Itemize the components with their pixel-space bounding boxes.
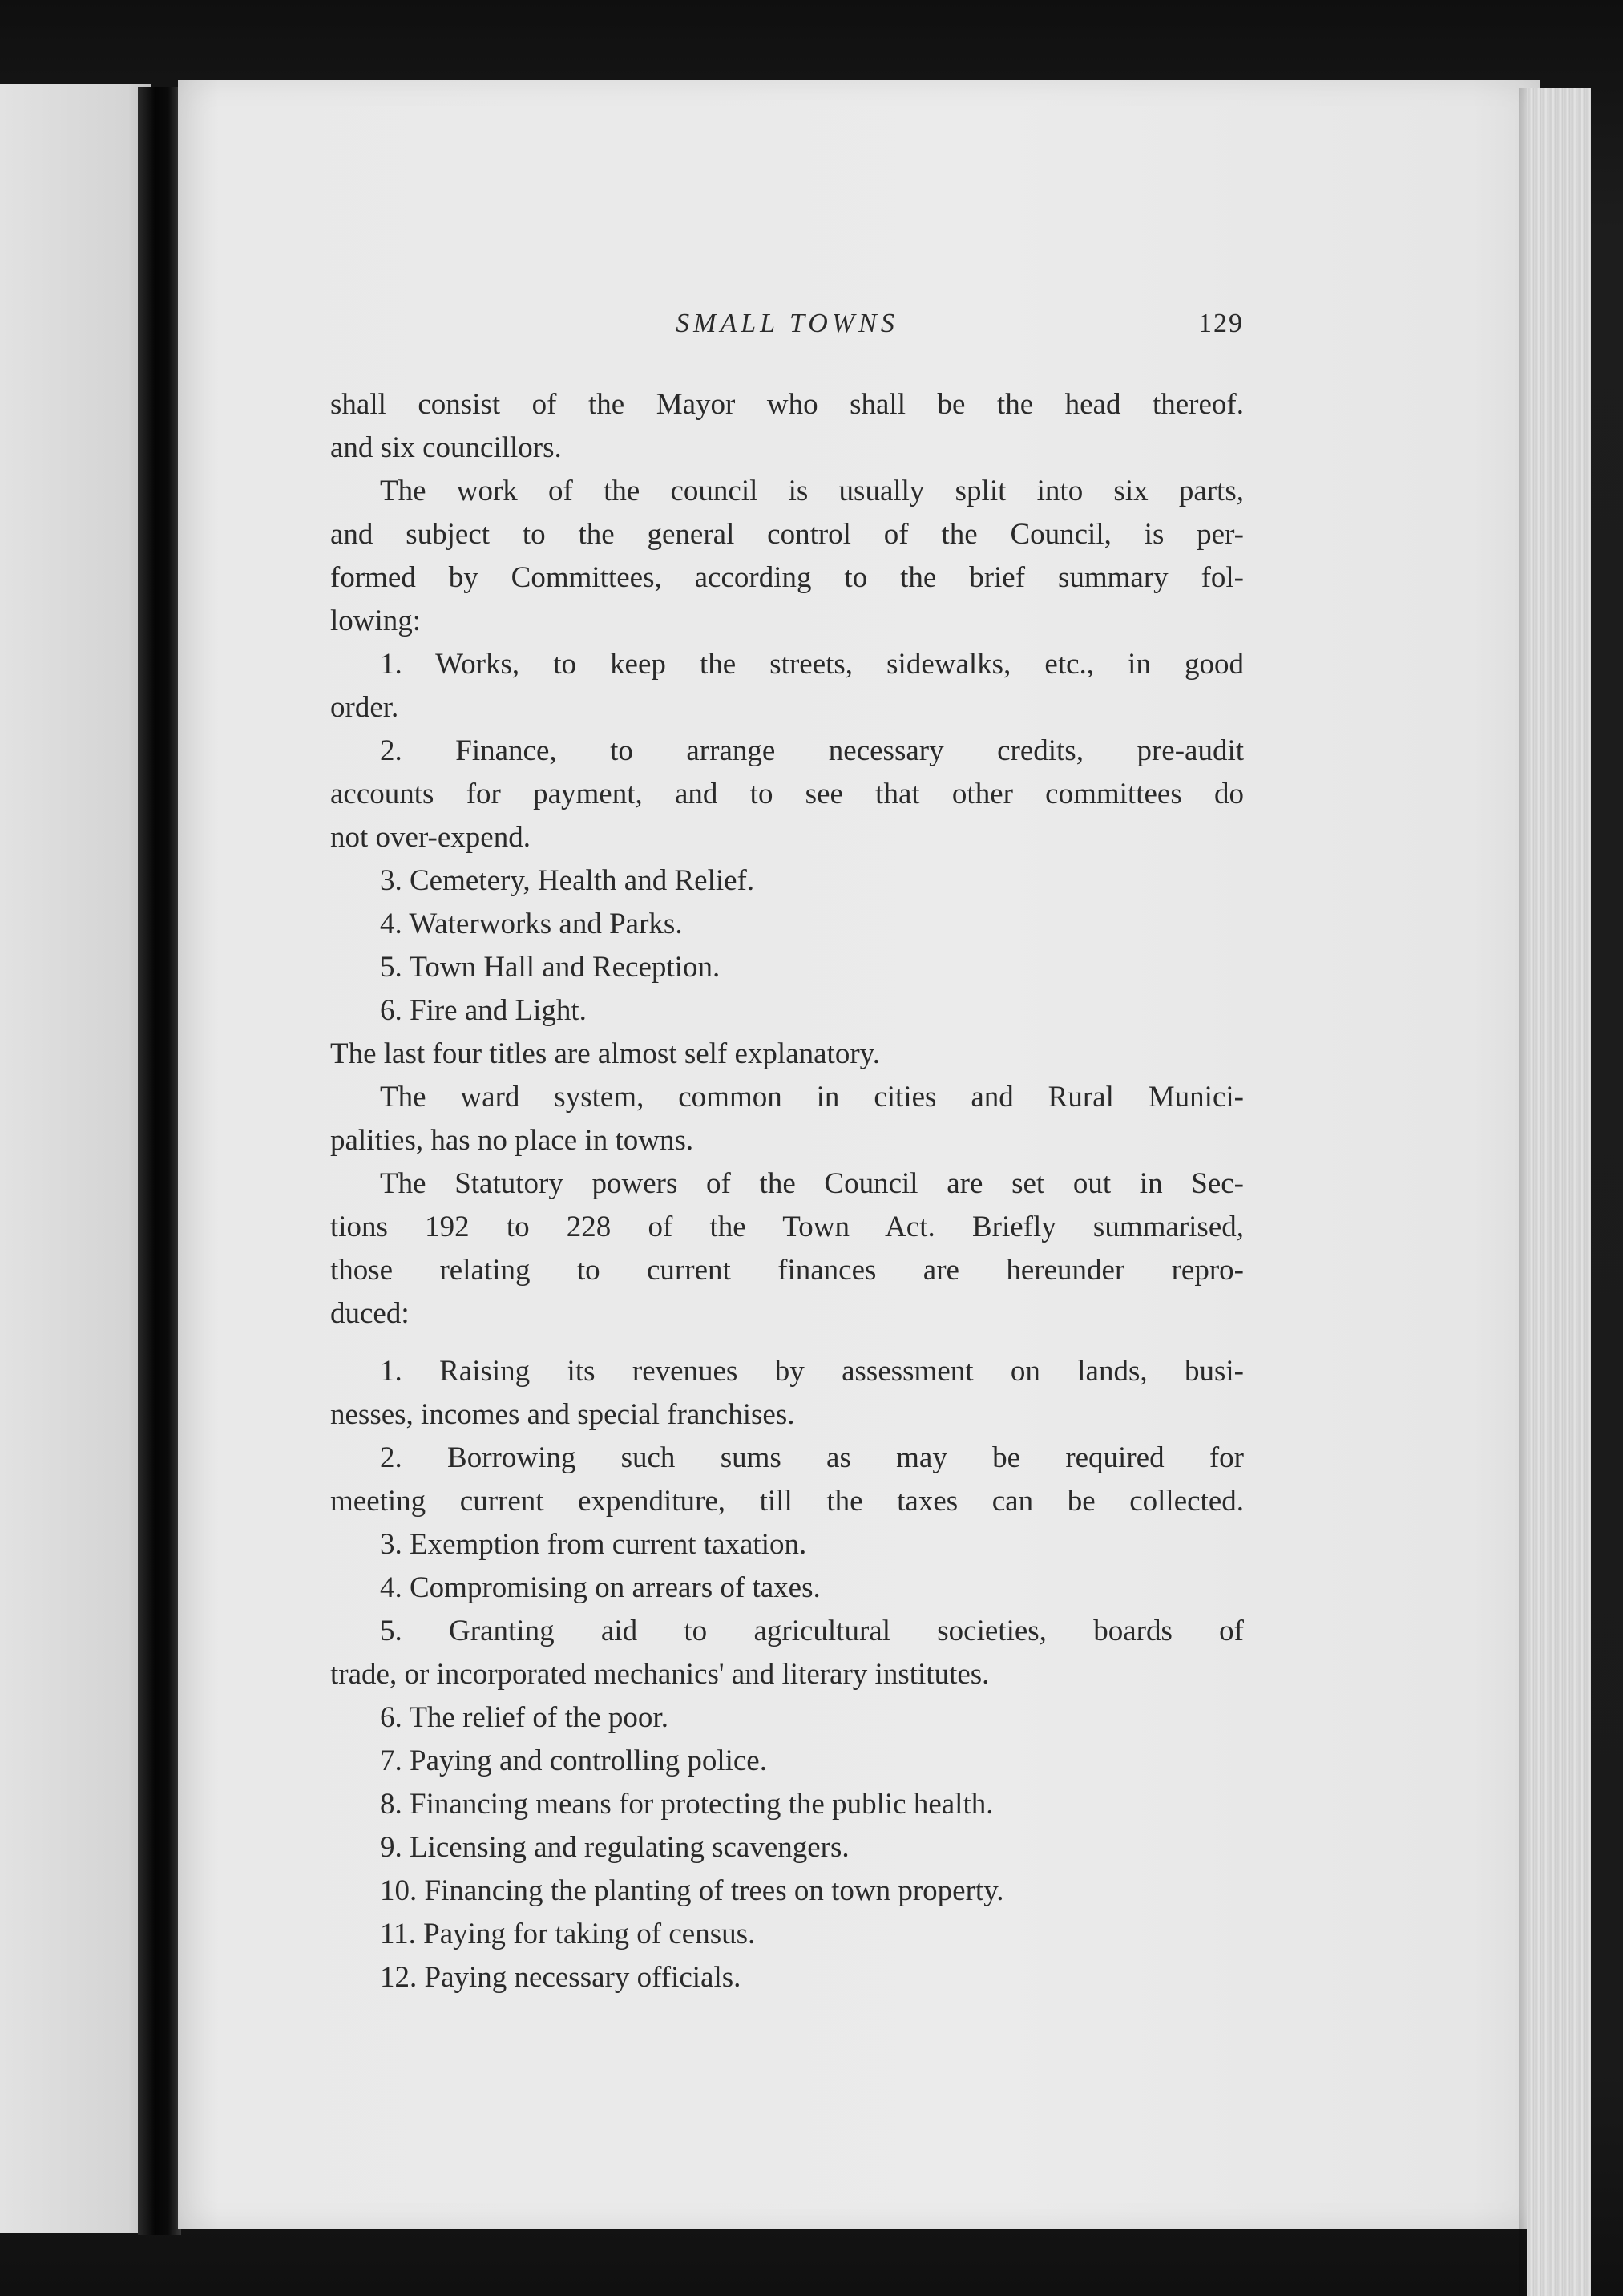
- list-item-line: 10. Financing the planting of trees on town property.: [380, 1874, 1004, 1907]
- text-line: meeting current expenditure, till the taxes can be collected.: [330, 1485, 1244, 1518]
- list-item-line: 5. Granting aid to agricultural societies, boards of: [380, 1615, 1244, 1647]
- text-line: lowing:: [330, 604, 422, 637]
- list-item-line: 12. Paying necessary officials.: [380, 1961, 741, 1994]
- text-line: order.: [330, 691, 399, 724]
- list-item-line: 4. Compromising on arrears of taxes.: [380, 1571, 821, 1604]
- list-item-line: 1. Works, to keep the streets, sidewalks, etc., in good: [380, 648, 1244, 681]
- list-item-line: 4. Waterworks and Parks.: [380, 907, 683, 940]
- running-head-title: SMALL TOWNS: [676, 309, 898, 338]
- list-item-line: 2. Borrowing such sums as may be required for: [380, 1441, 1244, 1474]
- text-line: palities, has no place in towns.: [330, 1124, 694, 1157]
- list-item-line: 8. Financing means for protecting the public health.: [380, 1788, 994, 1821]
- text-line: accounts for payment, and to see that other committees do: [330, 778, 1244, 810]
- text-line: The last four titles are almost self explanatory.: [330, 1037, 880, 1070]
- text-line: tions 192 to 228 of the Town Act. Briefly summarised,: [330, 1211, 1244, 1243]
- list-item-line: 7. Paying and controlling police.: [380, 1744, 767, 1777]
- list-item-line: 1. Raising its revenues by assessment on lands, busi-: [380, 1355, 1244, 1388]
- list-item-line: 5. Town Hall and Reception.: [380, 951, 721, 984]
- text-line: trade, or incorporated mechanics' and literary institutes.: [330, 1658, 990, 1691]
- text-line: and six councillors.: [330, 431, 562, 464]
- text-line: and subject to the general control of the Council, is per-: [330, 518, 1244, 551]
- facing-page-edge: [0, 84, 151, 2233]
- book-gutter: [138, 87, 181, 2235]
- list-item-line: 3. Exemption from current taxation.: [380, 1528, 807, 1561]
- paragraph-start-line: The ward system, common in cities and Rural Munici-: [380, 1081, 1244, 1114]
- text-line: not over-expend.: [330, 821, 531, 854]
- list-item-line: 2. Finance, to arrange necessary credits, pre-audit: [380, 734, 1244, 767]
- list-item-line: 3. Cemetery, Health and Relief.: [380, 864, 755, 897]
- list-item-line: 9. Licensing and regulating scavengers.: [380, 1831, 850, 1864]
- text-line: those relating to current finances are hereunder repro-: [330, 1254, 1244, 1287]
- text-line: duced:: [330, 1297, 410, 1330]
- text-line: nesses, incomes and special franchises.: [330, 1398, 795, 1431]
- text-line: formed by Committees, according to the brief summary fol-: [330, 561, 1244, 594]
- page-stack-edges: [1527, 88, 1591, 2296]
- text-line: shall consist of the Mayor who shall be the head thereof.: [330, 388, 1244, 421]
- paragraph-start-line: The work of the council is usually split into six parts,: [380, 475, 1244, 507]
- list-item-line: 6. The relief of the poor.: [380, 1701, 668, 1734]
- list-item-line: 6. Fire and Light.: [380, 994, 587, 1027]
- paragraph-start-line: The Statutory powers of the Council are set out in Sec-: [380, 1167, 1244, 1200]
- page-number: 129: [1198, 309, 1244, 338]
- list-item-line: 11. Paying for taking of census.: [380, 1918, 756, 1950]
- running-head: [330, 309, 1244, 357]
- paragraph-gap: [330, 1336, 1244, 1350]
- body-text: [330, 383, 1244, 1999]
